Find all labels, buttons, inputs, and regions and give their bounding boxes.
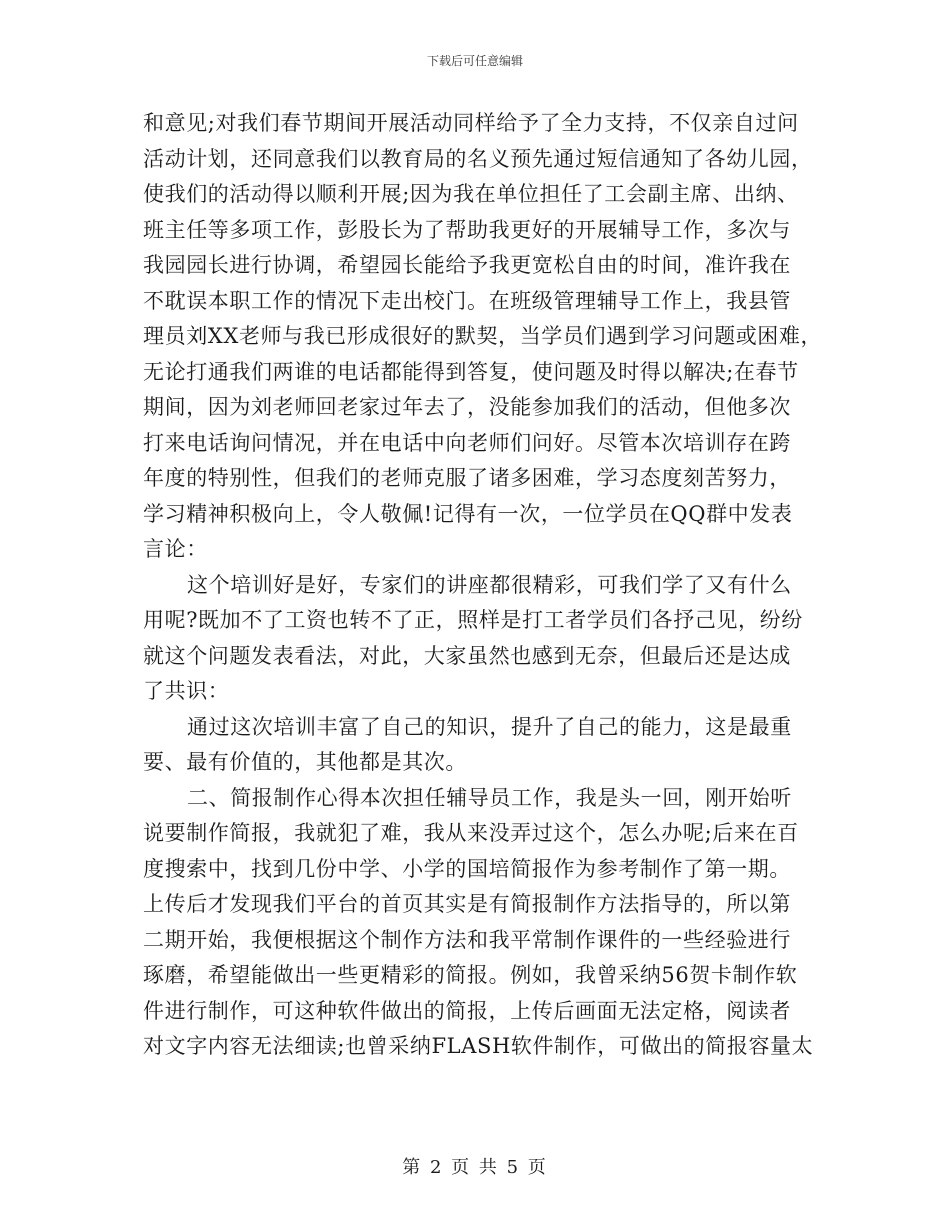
text-line: 件进行制作，可这种软件做出的简报，上传后画面无法定格，阅读者 (143, 998, 791, 1023)
text-line: 二、简报制作心得本次担任辅导员工作，我是头一回，刚开始听 (187, 785, 792, 810)
text-line: 理员刘XX老师与我已形成很好的默契，当学员们遇到学习问题或困难， (143, 324, 823, 348)
text-line: 琢磨，希望能做出一些更精彩的简报。例如，我曾采纳56贺卡制作软 (143, 963, 798, 987)
text-line: 班主任等多项工作，彭股长为了帮助我更好的开展辅导工作，多次与 (143, 217, 791, 242)
text-line: 了共识： (143, 679, 230, 703)
text-line: 活动计划，还同意我们以教育局的名义预先通过短信通知了各幼儿园， (143, 146, 813, 171)
text-line: 言论： (143, 537, 208, 561)
text-line: 年度的特别性，但我们的老师克服了诸多困难，学习态度刻苦努力， (143, 466, 791, 490)
text-line: 度搜索中，找到几份中学、小学的国培简报作为参考制作了第一期。 (143, 856, 791, 881)
text-line: 无论打通我们两谁的电话都能得到答复，使问题及时得以解决;在春节 (143, 359, 799, 384)
text-line: 用呢?既加不了工资也转不了正，照样是打工者学员们各抒己见，纷纷 (143, 608, 803, 632)
text-line: 这个培训好是好，专家们的讲座都很精彩，可我们学了又有什么 (187, 572, 792, 597)
text-line: 对文字内容无法细读;也曾采纳FLASH软件制作，可做出的简报容量太 (143, 1034, 814, 1058)
text-line: 不耽误本职工作的情况下走出校门。在班级管理辅导工作上，我县管 (143, 288, 791, 313)
page-footer: 第 2 页 共 5 页 (402, 1157, 548, 1178)
text-line: 二期开始，我便根据这个制作方法和我平常制作课件的一些经验进行 (143, 927, 791, 952)
text-line: 期间，因为刘老师回老家过年去了，没能参加我们的活动，但他多次 (143, 395, 791, 419)
text-line: 就这个问题发表看法，对此，大家虽然也感到无奈，但最后还是达成 (143, 643, 791, 668)
text-line: 说要制作简报，我就犯了难，我从来没弄过这个，怎么办呢;后来在百 (143, 821, 799, 845)
text-line: 上传后才发现我们平台的首页其实是有简报制作方法指导的，所以第 (143, 892, 791, 916)
text-line: 打来电话询问情况，并在电话中向老师们问好。尽管本次培训存在跨 (143, 430, 791, 455)
text-line: 通过这次培训丰富了自己的知识，提升了自己的能力，这是最重 (187, 714, 792, 739)
text-line: 使我们的活动得以顺利开展;因为我在单位担任了工会副主席、出纳、 (143, 182, 799, 206)
text-line: 要、最有价值的，其他都是其次。 (143, 750, 467, 774)
text-line: 我园园长进行协调，希望园长能给予我更宽松自由的时间，准许我在 (143, 253, 791, 277)
text-line: 学习精神积极向上，令人敬佩!记得有一次，一位学员在QQ群中发表 (143, 501, 793, 526)
text-line: 和意见;对我们春节期间开展活动同样给予了全力支持，不仅亲自过问 (143, 111, 799, 135)
page-header: 下载后可任意编辑 (426, 54, 523, 68)
document-body (143, 106, 823, 1065)
